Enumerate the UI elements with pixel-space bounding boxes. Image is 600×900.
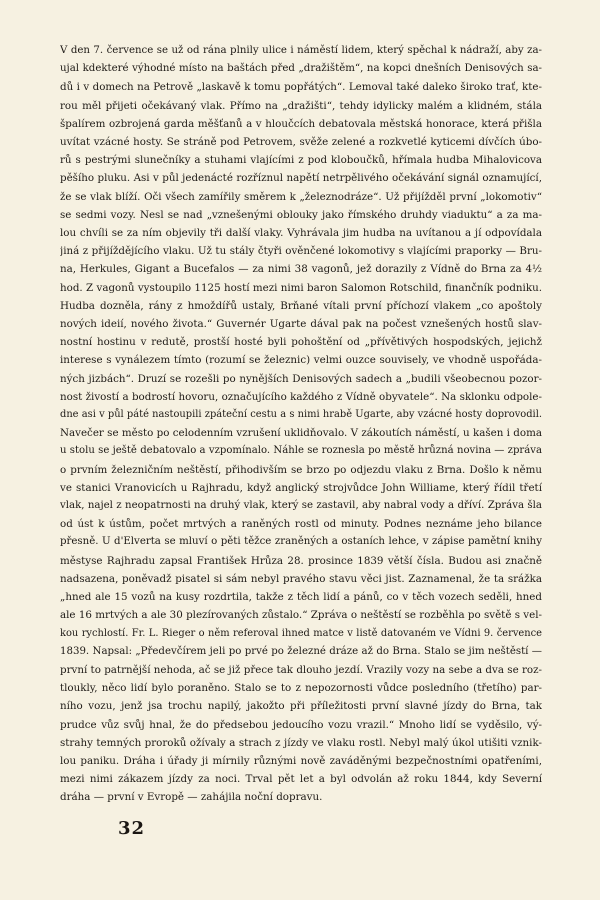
text-line: kou rychlostí. Fr. L. Rieger o něm referoval ihned matce v listě datovaném ve Vídni 9. července (60, 627, 542, 639)
text-line: nost živostí a bodrostí hovoru, označujícího každého z Vídně obyvatele“. Na sklonku odpole- (60, 390, 542, 403)
text-line: uvítat vzácné hosty. Se stráně pod Petrovem, svěže zelené a rozkvetlé kyticemi dívčích úbo- (60, 136, 542, 149)
text-line: ných jizbách“. Druzí se rozešli po nynějších Denisových sadech a „budili všeobecnou pozor- (60, 372, 542, 385)
text-line: tloukly, něco lidí bylo poraněno. Stalo se to z nepozornosti vůdce posledního (třetího) par- (60, 682, 542, 695)
text-line: lou chvíli se za ním objevily tři další vlaky. Vyhrávala jim hudba na uvítanou a jí odpovídala (60, 227, 542, 240)
text-line: dráha — první v Evropě — zahájila noční dopravu. (60, 791, 323, 804)
text-line: jiná z přijíždějícího vlaku. Už tu stály čtyři ověnčené lokomotivy s vlajícími praporky — Bru- (60, 245, 542, 258)
text-line: dů i v domech na Petrově „laskavě k tomu popřátých“. Lemoval také daleko široko trať, kte- (60, 81, 542, 94)
text-line: hod. Z vagonů vystoupilo 1125 hostí mezi nimi baron Salomon Rotschild, finančník podniku. (60, 281, 542, 294)
text-line: ního vozu, jenž jsa trochu napilý, jakožto při příležitosti první slavné jízdy do Brna, tak (60, 700, 542, 713)
page-number: 32 (118, 818, 146, 839)
text-line: že se vlak blíží. Oči všech zamířily směrem k „železnodráze“. Už přijížděl první „lokomotiv“ (60, 190, 542, 203)
text-line: dne asi v půl páté nastoupili zpáteční cestu a s nimi hrabě Ugarte, aby vzácné hosty doprovodil. (60, 409, 542, 421)
text-line: vlak, najel z neopatrnosti na druhý vlak, který se zastavil, aby nabral vody a dříví. Zpráva šla (60, 500, 542, 512)
text-line: pěšího pluku. Asi v půl jedenácté rozříznul napětí netrpělivého očekávání signál oznamující, (60, 172, 542, 185)
text-line: přesně. U d'Elverta se mluví o pěti těžce zraněných a ostaních lehce, v zápise pamětní knihy (60, 536, 542, 548)
text-line: rou měl přijeti očekávaný vlak. Přímo na „dražišti“, tehdy idylicky malém a klidném, stála (60, 99, 542, 112)
text-line: městyse Rajhradu zapsal František Hrůza 28. prosince 1839 větší čísla. Budou asi značně (60, 554, 542, 567)
text-line: strahy temných proroků ožívaly a strach z jízdy ve vlaku rostl. Nebyl malý úkol utišiti vznik- (60, 736, 542, 749)
text-line: se sedmi vozy. Nesl se nad „vznešenými oblouky jako římského druhdy viaduktu“ a za ma- (60, 208, 542, 221)
text-line: nostní hostinu v redutě, prostší hosté byli pohoštění od „přívětivých hospodských, jejichž (60, 336, 542, 349)
text-line: Hudba dozněla, rány z hmoždířů ustaly, Brňané vítali první příchozí vlakem „co apoštoly (60, 299, 542, 312)
text-line: prudce vůz svůj hnal, že do předsebou jedoucího vozu vrazil.“ Mnoho lidí se vyděsilo, vý- (60, 718, 542, 731)
text-line: u stolu se ještě debatovalo a vzpomínalo. Náhle se roznesla po městě hrůzná novina — zpráva (60, 445, 542, 457)
text-line: první to patrnější nehoda, ač se již přece tak dlouho jezdí. Vrazily vozy na sebe a dva se roz- (60, 663, 542, 676)
text-line: ale 16 mrtvých a ale 30 plezírovaných zůstalo.“ Zpráva o neštěstí se rozběhla po světě s vel- (60, 609, 542, 622)
text-line: ujal kdekteré výhodné místo na baštách před „dražištěm“, na kopci dnešních Denisových sa- (60, 63, 542, 75)
text-line: 1839. Napsal: „Předevčírem jeli po prvé po železné dráze až do Brna. Stalo se jim neštěstí — (60, 645, 542, 657)
body-text (60, 42, 542, 807)
text-line: špalírem ozbrojená garda měšťanů a v hloučcích debatovala městská honorace, která přišla (60, 117, 542, 130)
text-line: o prvním železničním neštěstí, přihodivším se brzo po odjezdu vlaku z Brna. Došlo k němu (60, 463, 542, 476)
text-line: rů s pestrými slunečníky a stuhami vlajícími z pod kloboučků, hřímala hudba Mihalovicova (60, 154, 542, 167)
text-line: lou paniku. Dráha i úřady ji mírnily různými nově zaváděnými bezpečnostními opatřeními, (60, 754, 542, 767)
text-line: V den 7. července se už od rána plnily ulice i náměstí lidem, který spěchal k nádraží, aby za- (60, 45, 542, 56)
text-line: na, Herkules, Gigant a Bucefalos — za nimi 38 vagonů, jež dorazily z Vídně do Brna za 4½ (60, 263, 542, 276)
text-line: „hned ale 15 vozů na kusy rozdrtila, takže z těch lidí a pánů, co v těch vozech seděli, hned (60, 591, 542, 604)
text-line: Navečer se město po celodenním vzrušení uklidňovalo. V zákoutích náměstí, u kašen i doma (60, 427, 542, 440)
text-line: od úst k ústům, počet mrtvých a raněných rostl od minuty. Podnes neznáme jeho bilance (60, 518, 542, 531)
text-line: interese s vynálezem tímto (rozumí se železnic) velmi ouzce souvisely, ve vhodně uspořáda- (60, 354, 542, 367)
text-line: nadsazena, poněvadž pisatel si sám nebyl pravého stavu věci jist. Zaznamenal, že ta srážka (60, 572, 542, 585)
text-line: nových ideií, nového života.“ Guvernér Ugarte dával pak na počest vznešených hostů slav- (60, 318, 542, 331)
text-line: ve stanici Vranovicích u Rajhradu, když anglický strojvůdce John Williame, který řídil třetí (60, 481, 542, 494)
text-line: mezi nimi zákazem jízdy za noci. Trval pět let a byl odvolán až roku 1844, kdy Severní (60, 773, 542, 786)
